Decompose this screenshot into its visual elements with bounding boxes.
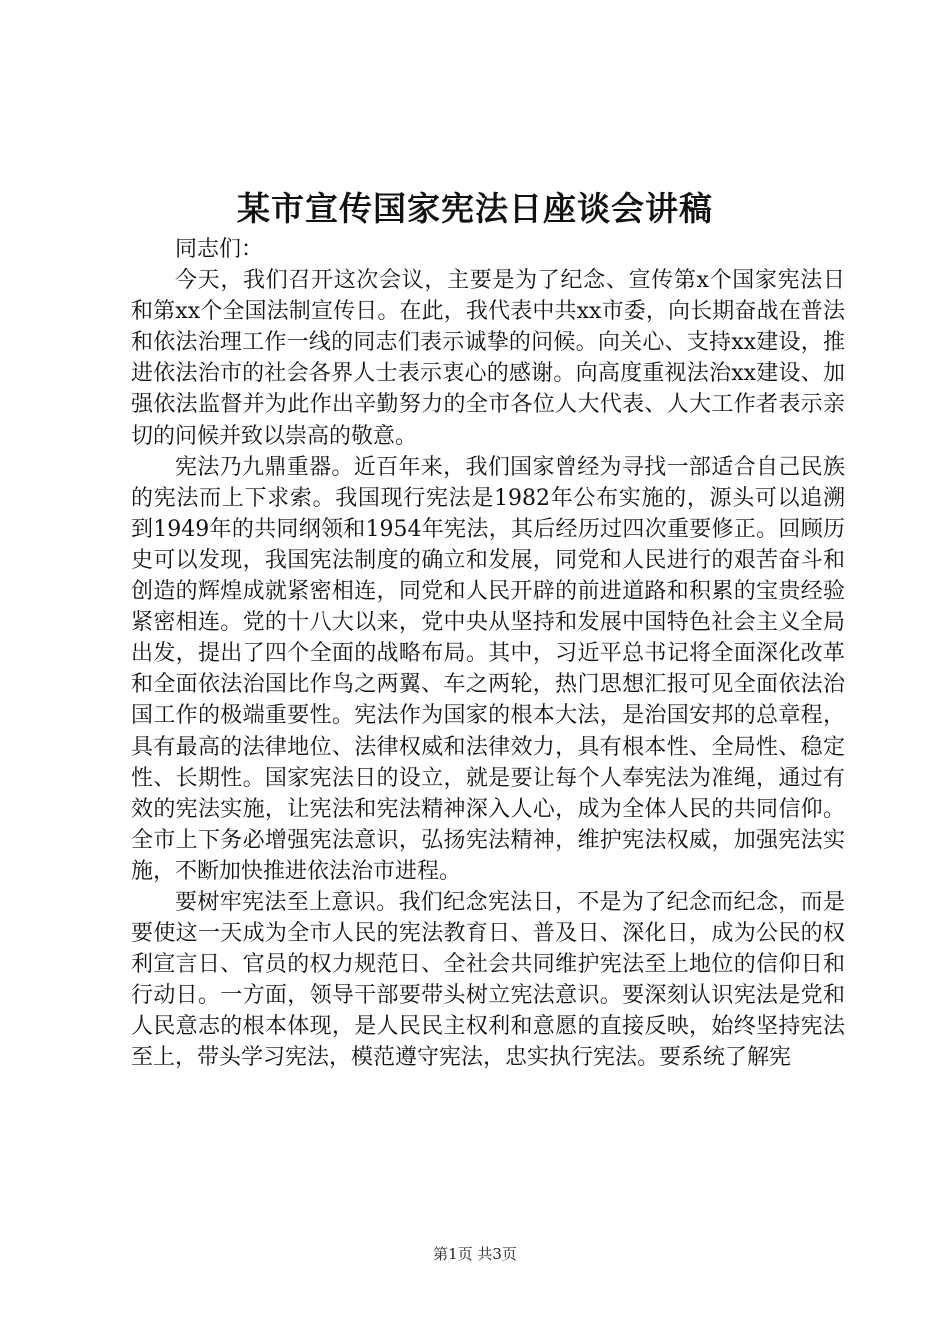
body-paragraph: 宪法乃九鼎重器。近百年来，我们国家曾经为寻找一部适合自己民族的宪法而上下求索。我国现行宪法是1982年公布实施的，源头可以追溯到1949年的共同纲领和1954年宪法，其后经历过四次重要修正。回顾历史可以发现，我国宪法制度的确立和发展，同党和人民进行的艰苦奋斗和创造的辉煌成就紧密相连，同党和人民开辟的前进道路和积累的宝贵经验紧密相连。党的十八大以来，党中央从坚持和发展中国特色社会主义全局出发，提出了四个全面的战略布局。其中，习近平总书记将全面深化改革和全面依法治国比作鸟之两翼、车之两轮，热门思想汇报可见全面依法治国工作的极端重要性。宪法作为国家的根本大法，是治国安邦的总章程，具有最高的法律地位、法律权威和法律效力，具有根本性、全局性、稳定性、长期性。国家宪法日的设立，就是要让每个人奉宪法为准绳，通过有效的宪法实施，让宪法和宪法精神深入人心，成为全体人民的共同信仰。全市上下务必增强宪法意识，弘扬宪法精神，维护宪法权威，加强宪法实施，不断加快推进依法治市进程。 (131, 454, 845, 884)
body-paragraph: 要树牢宪法至上意识。我们纪念宪法日，不是为了纪念而纪念，而是要使这一天成为全市人民的宪法教育日、普及日、深化日，成为公民的权利宣言日、官员的权力规范日、全社会共同维护宪法至上地位的信仰日和行动日。一方面，领导干部要带头树立宪法意识。要深刻认识宪法是党和人民意志的根本体现，是人民民主权利和意愿的直接反映，始终坚持宪法至上，带头学习宪法，模范遵守宪法，忠实执行宪法。要系统了解宪 (131, 889, 845, 1071)
page-number-footer: 第1页 共3页 (433, 1245, 517, 1263)
salutation: 同志们： (175, 237, 264, 262)
document-body (131, 234, 845, 1074)
body-paragraph: 今天，我们召开这次会议，主要是为了纪念、宣传第x个国家宪法日和第xx个全国法制宣传日。在此，我代表中共xx市委，向长期奋战在普法和依法治理工作一线的同志们表示诚挚的问候。向关心、支持xx建设，推进依法治市的社会各界人士表示衷心的感谢。向高度重视法治xx建设、加强依法监督并为此作出辛勤努力的全市各位人大代表、人大工作者表示亲切的问候并致以崇高的敬意。 (131, 268, 845, 449)
document-title: 某市宣传国家宪法日座谈会讲稿 (237, 189, 713, 228)
